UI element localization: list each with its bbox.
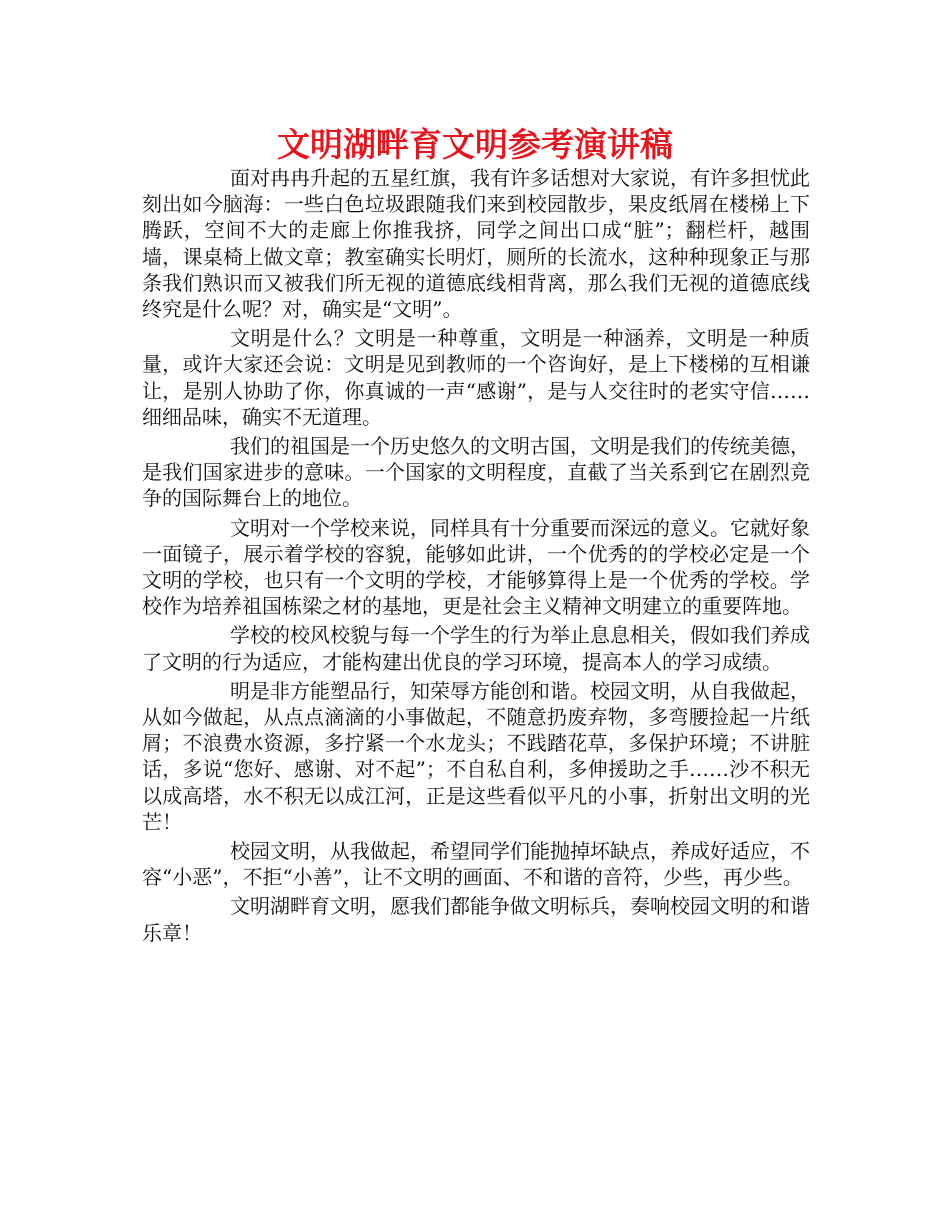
paragraph-8: 文明湖畔育文明，愿我们都能争做文明标兵，奏响校园文明的和谐乐章！: [142, 894, 810, 945]
paragraph-3: 我们的祖国是一个历史悠久的文明古国，文明是我们的传统美德，是我们国家进步的意味。一个国家的文明程度，直截了当关系到它在剧烈竞争的国际舞台上的地位。: [142, 434, 810, 511]
paragraph-5: 学校的校风校貌与每一个学生的行为举止息息相关，假如我们养成了文明的行为适应，才能构建出优良的学习环境，提高本人的学习成绩。: [142, 623, 810, 674]
paragraph-1: 面对冉冉升起的五星红旗，我有许多话想对大家说，有许多担忧此刻出如今脑海：一些白色垃圾跟随我们来到校园散步，果皮纸屑在楼梯上下腾跃，空间不大的走廊上你推我挤，同学之间出口成“脏”；翻栏杆，越围墙，课桌椅上做文章；教室确实长明灯，厕所的长流水，这种种现象正与那条我们熟识而又被我们所无视的道德底线相背离，那么我们无视的道德底线终究是什么呢？对，确实是“文明”。: [142, 166, 810, 322]
paragraph-7: 校园文明，从我做起，希望同学们能抛掉坏缺点，养成好适应，不容“小恶”，不拒“小善”，让不文明的画面、不和谐的音符，少些，再少些。: [142, 839, 810, 890]
paragraph-6: 明是非方能塑品行，知荣辱方能创和谐。校园文明，从自我做起，从如今做起，从点点滴滴的小事做起，不随意扔废弃物，多弯腰捡起一片纸屑；不浪费水资源，多拧紧一个水龙头；不践踏花草，多保护环境；不讲脏话，多说“您好、感谢、对不起”；不自私自利，多伸援助之手……沙不积无以成高塔，水不积无以成江河，正是这些看似平凡的小事，折射出文明的光芒！: [142, 678, 810, 834]
document-body: [142, 165, 810, 949]
paragraph-2: 文明是什么？文明是一种尊重，文明是一种涵养，文明是一种质量，或许大家还会说：文明是见到教师的一个咨询好，是上下楼梯的互相谦让，是别人协助了你，你真诚的一声“感谢”，是与人交往时的老实守信……细细品味，确实不无道理。: [142, 326, 810, 429]
document-title: 文明湖畔育文明参考演讲稿: [277, 125, 673, 164]
paragraph-4: 文明对一个学校来说，同样具有十分重要而深远的意义。它就好象一面镜子，展示着学校的容貌，能够如此讲，一个优秀的的学校必定是一个文明的学校，也只有一个文明的学校，才能够算得上是一个优秀的学校。学校作为培养祖国栋梁之材的基地，更是社会主义精神文明建立的重要阵地。: [142, 515, 810, 619]
